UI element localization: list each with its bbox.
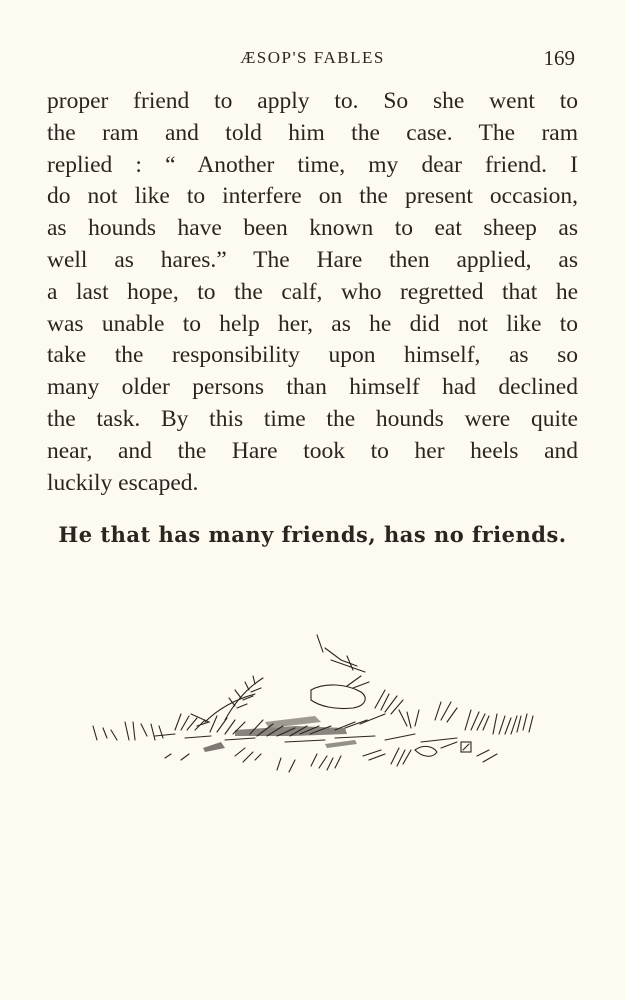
text-line: luckily escaped. <box>47 469 199 496</box>
running-head <box>0 44 625 74</box>
fable-moral: He that has many friends, has no friends. <box>58 522 567 547</box>
text-line: many older persons than himself had declined <box>47 374 578 401</box>
text-line: the ram and told him the case. The ram <box>47 119 578 146</box>
text-line: do not like to interfere on the present occasion, <box>47 183 578 210</box>
text-line: the task. By this time the hounds were quite <box>47 405 578 432</box>
text-line: as hounds have been known to eat sheep as <box>47 215 578 242</box>
grass-vignette-icon <box>85 630 545 780</box>
text-line: well as hares.” The Hare then applied, as <box>47 246 578 273</box>
text-line: replied : “ Another time, my dear friend. I <box>47 151 578 178</box>
text-line: a last hope, to the calf, who regretted that he <box>47 278 578 305</box>
fable-text <box>47 86 578 499</box>
page-number: 169 <box>543 46 575 70</box>
text-line: take the responsibility upon himself, as so <box>47 342 578 369</box>
text-line: proper friend to apply to. So she went to <box>47 88 578 114</box>
running-title: ÆSOP'S FABLES <box>240 48 385 67</box>
text-line: was unable to help her, as he did not like to <box>47 310 578 337</box>
text-line: near, and the Hare took to her heels and <box>47 437 578 464</box>
